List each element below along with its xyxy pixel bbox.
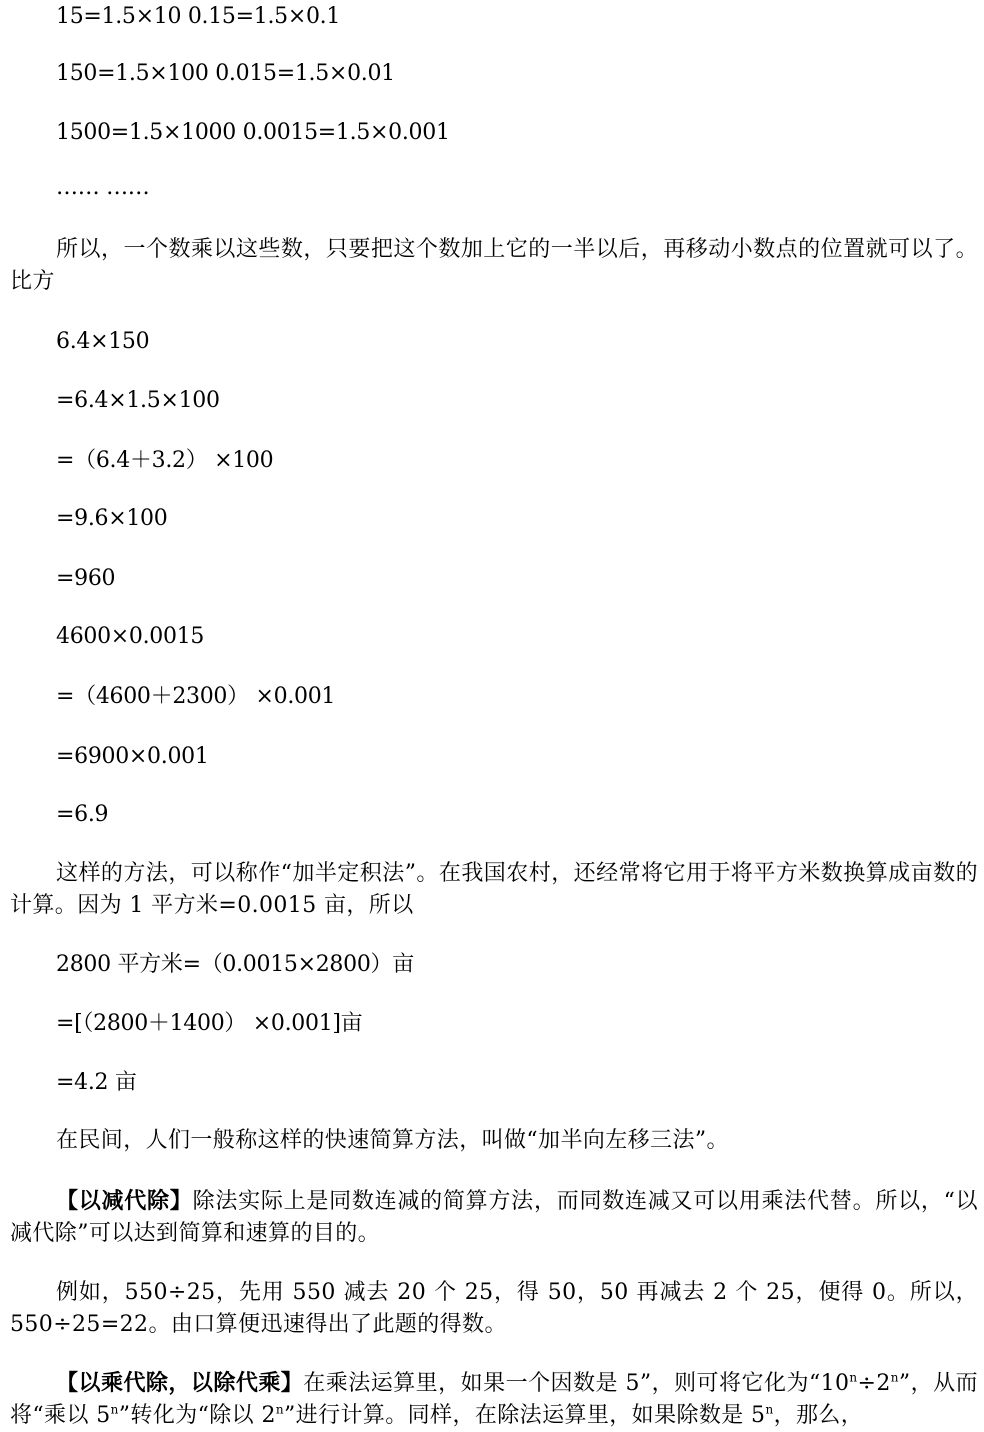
section-heading: 【以减代除】 <box>56 1188 193 1214</box>
paragraph: 这样的方法，可以称作“加半定积法”。在我国农村，还经常将它用于将平方米数换算成亩数的计算。因为 1 平方米=0.0015 亩，所以 <box>10 861 978 918</box>
calculation-line: 6.4×150 <box>56 329 150 354</box>
superscript: n <box>890 1370 899 1385</box>
paragraph: 例如，550÷25，先用 550 减去 20 个 25，得 50，50 再减去 2 个 25，便得 0。所以，550÷25=22。由口算便迅速得出了此题的得数。 <box>10 1280 978 1337</box>
calculation-line: 4600×0.0015 <box>56 624 205 649</box>
paragraph-text: ÷2 <box>857 1371 891 1396</box>
calculation-line: =（4600＋2300） ×0.001 <box>56 684 336 709</box>
paragraph-text: ”转化为“除以 2 <box>118 1403 276 1428</box>
paragraph: 所以，一个数乘以这些数，只要把这个数加上它的一半以后，再移动小数点的位置就可以了。比方 <box>10 237 978 294</box>
calculation-line: =6.4×1.5×100 <box>56 388 220 413</box>
superscript: n <box>765 1402 774 1417</box>
paragraph <box>10 1367 978 1432</box>
calculation-line: =4.2 亩 <box>56 1070 137 1095</box>
calculation-line: 2800 平方米=（0.0015×2800）亩 <box>56 952 414 977</box>
calculation-line: =6900×0.001 <box>56 744 209 769</box>
calculation-line: =[（2800＋1400） ×0.001]亩 <box>56 1011 363 1036</box>
equation-line: 15=1.5×10 0.15=1.5×0.1 <box>56 4 341 29</box>
paragraph <box>10 1185 978 1250</box>
section-heading: 【以乘代除，以除代乘】 <box>56 1370 304 1396</box>
equation-line: 150=1.5×100 0.015=1.5×0.01 <box>56 61 395 86</box>
equation-line: 1500=1.5×1000 0.0015=1.5×0.001 <box>56 120 450 145</box>
calculation-line: =960 <box>56 566 116 591</box>
calculation-line: =9.6×100 <box>56 506 168 531</box>
paragraph-text: ，那么， <box>773 1403 864 1428</box>
calculation-line: =（6.4＋3.2） ×100 <box>56 448 274 473</box>
paragraph-text: ”进行计算。同样，在除法运算里，如果除数是 5 <box>284 1403 766 1428</box>
paragraph-text: 除法实际上是同数连减的简算方法，而同数连减又可以用乘法代替。所以，“以减代除”可以达到简算和速算的目的。 <box>10 1189 979 1246</box>
superscript: n <box>110 1402 119 1417</box>
ellipsis-line: …… …… <box>56 175 150 200</box>
paragraph-text: 在乘法运算里，如果一个因数是 5”，则可将它化为“10 <box>303 1371 850 1396</box>
calculation-line: =6.9 <box>56 802 109 827</box>
superscript: n <box>275 1402 285 1417</box>
paragraph-text: ”，从而将“乘以 5 <box>10 1371 978 1428</box>
paragraph: 在民间，人们一般称这样的快速简算方法，叫做“加半向左移三法”。 <box>56 1128 729 1153</box>
superscript: n <box>849 1370 858 1385</box>
